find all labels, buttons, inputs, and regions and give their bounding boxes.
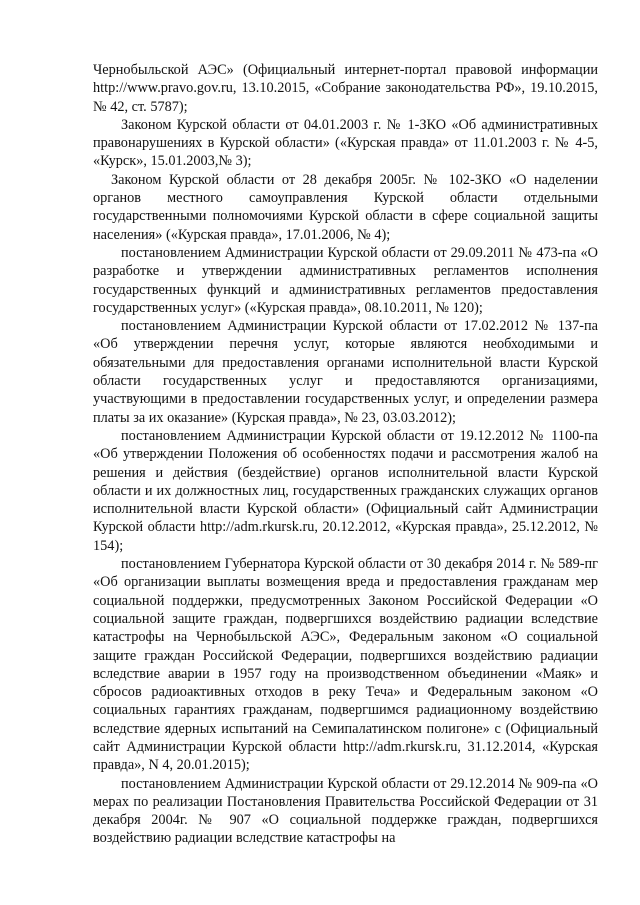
paragraph-resolution-909-pa: постановлением Администрации Курской области от 29.12.2014 № 909-па «О мерах по реализации Постановления Правительства Российской Федерации от 31 декабря 2004г. № 907 «О социальной поддержке граждан, подвергшихся воздействию радиации вследствие катастрофы на (93, 775, 598, 847)
paragraph-chernobyl-continuation: Чернобыльской АЭС» (Официальный интернет-портал правовой информации http://www.pravo.gov.ru, 13.10.2015, «Собрание законодательства РФ», 19.10.2015, № 42, ст. 5787); (93, 62, 598, 115)
paragraph-resolution-137-pa: постановлением Администрации Курской области от 17.02.2012 № 137-па «Об утверждении перечня услуг, которые являются необходимыми и обязательными для предоставления органами исполнительной власти Курской области государственных услуг и предоставляются организациями, участвующими в предоставлении государственных услуг, и определении размера платы за их оказание» (Курская правда», № 23, 03.03.2012); (93, 318, 598, 426)
paragraph-law-1-zko: Законом Курской области от 04.01.2003 г. № 1-ЗКО «Об административных правонарушениях в Курской области» («Курская правда» от 11.01.2003 г. № 4-5, «Курск», 15.01.2003,№ 3); (93, 116, 598, 170)
paragraph-governor-589-pg: постановлением Губернатора Курской области от 30 декабря 2014 г. № 589-пг «Об организации выплаты возмещения вреда и предоставления гражданам мер социальной поддержки, предусмотренных Законом Российской Федерации «О социальной защите граждан, подвергшихся воздействию радиации вследствие катастрофы на Чернобыльской АЭС», Федеральным законом «О социальной защите граждан Российской Федерации, подвергшихся воздействию радиации вследствие аварии в 1957 году на производственном объединении «Маяк» и сбросов радиоактивных отходов в реку Теча» и Федеральным законом «О социальных гарантиях гражданам, подвергшимся радиационному воздействию вследствие ядерных испытаний на Семипалатинском полигоне» с (Официальный сайт Администрации Курской области http://adm.rkursk.ru, 31.12.2014, «Курская правда», N 4, 20.01.2015); (93, 556, 598, 774)
document-body (93, 61, 598, 848)
paragraph-law-102-zko: Законом Курской области от 28 декабря 2005г. № 102-ЗКО «О наделении органов местного самоуправления Курской области отдельными государственными полномочиями Курской области в сфере социальной защиты населения» («Курская правда», 17.01.2006, № 4); (93, 171, 598, 243)
paragraph-resolution-1100-pa: постановлением Администрации Курской области от 19.12.2012 № 1100-па «Об утверждении Положения об особенностях подачи и рассмотрения жалоб на решения и действия (бездействие) органов исполнительной власти Курской области и их должностных лиц, государственных гражданских служащих органов исполнительной власти Курской области» (Официальный сайт Администрации Курской области http://adm.rkursk.ru, 20.12.2012, «Курская правда», 25.12.2012, № 154); (93, 427, 598, 554)
paragraph-resolution-473-pa: постановлением Администрации Курской области от 29.09.2011 № 473-па «О разработке и утверждении административных регламентов исполнения государственных функций и административных регламентов предоставления государственных услуг» («Курская правда», 08.10.2011, № 120); (93, 244, 598, 316)
